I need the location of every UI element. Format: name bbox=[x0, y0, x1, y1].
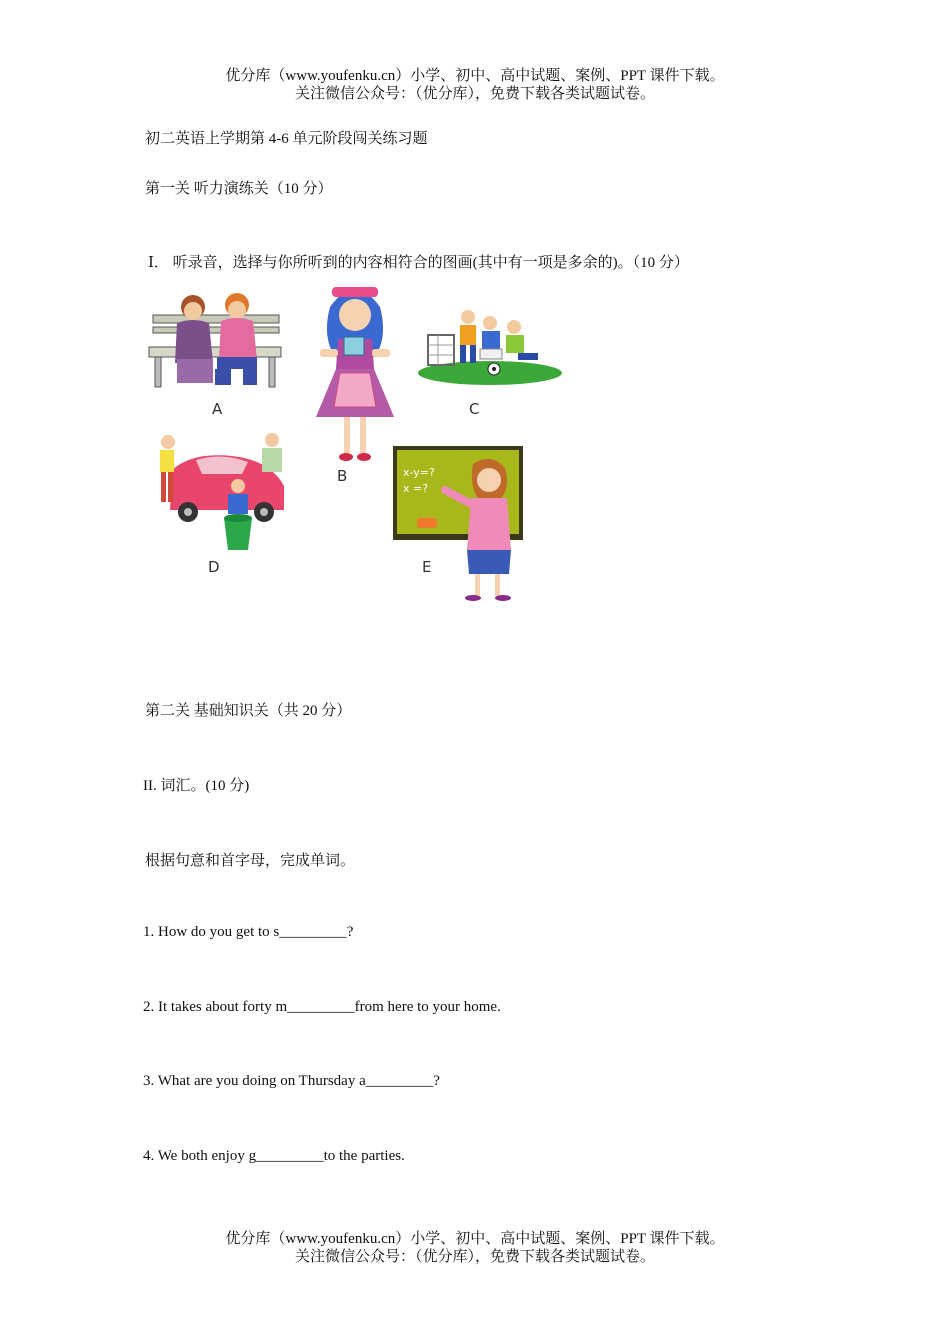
vocab-item-4: 4. We both enjoy g_________to the parties. bbox=[143, 1148, 405, 1164]
picture-d-label: D bbox=[208, 558, 220, 576]
picture-b-label: B bbox=[337, 467, 348, 485]
footer-line-1: 优分库（www.youfenku.cn）小学、初中、高中试题、案例、PPT 课件下载。 bbox=[225, 1231, 725, 1247]
header-line-1: 优分库（www.youfenku.cn）小学、初中、高中试题、案例、PPT 课件下载。 bbox=[225, 68, 725, 84]
vocab-item-2: 2. It takes about forty m_________from here to your home. bbox=[143, 999, 501, 1015]
picture-a-label: A bbox=[212, 400, 223, 418]
picture-c-label: C bbox=[469, 400, 480, 418]
blackboard-text-line-1: x-y=? bbox=[403, 466, 435, 479]
picture-e-label: E bbox=[422, 558, 432, 576]
question-2-heading: II. 词汇。(10 分) bbox=[143, 778, 250, 794]
picture-d-washing-car bbox=[152, 430, 292, 555]
footer-line-2: 关注微信公众号：（优分库），免费下载各类试题试卷。 bbox=[294, 1249, 655, 1265]
picture-e-teacher-at-blackboard bbox=[393, 446, 525, 604]
section-1-title: 第一关 听力演练关（10 分） bbox=[145, 181, 333, 197]
picture-a-women-on-bench bbox=[145, 285, 285, 395]
question-2-instruction: 根据句意和首字母，完成单词。 bbox=[145, 853, 356, 869]
vocab-item-1: 1. How do you get to s_________? bbox=[143, 924, 354, 940]
question-1-instruction: Ⅰ． 听录音，选择与你所听到的内容相符合的图画(其中有一项是多余的)。（10 分） bbox=[148, 255, 689, 271]
vocab-item-3: 3. What are you doing on Thursday a_________? bbox=[143, 1073, 440, 1089]
header-line-2: 关注微信公众号：（优分库），免费下载各类试题试卷。 bbox=[294, 86, 655, 102]
picture-b-waitress bbox=[310, 277, 400, 465]
blackboard-text-line-2: x =? bbox=[403, 482, 429, 495]
section-2-title: 第二关 基础知识关（共 20 分） bbox=[145, 703, 352, 719]
document-title: 初二英语上学期第 4-6 单元阶段闯关练习题 bbox=[145, 131, 428, 147]
picture-c-boys-playing-soccer bbox=[418, 305, 564, 385]
